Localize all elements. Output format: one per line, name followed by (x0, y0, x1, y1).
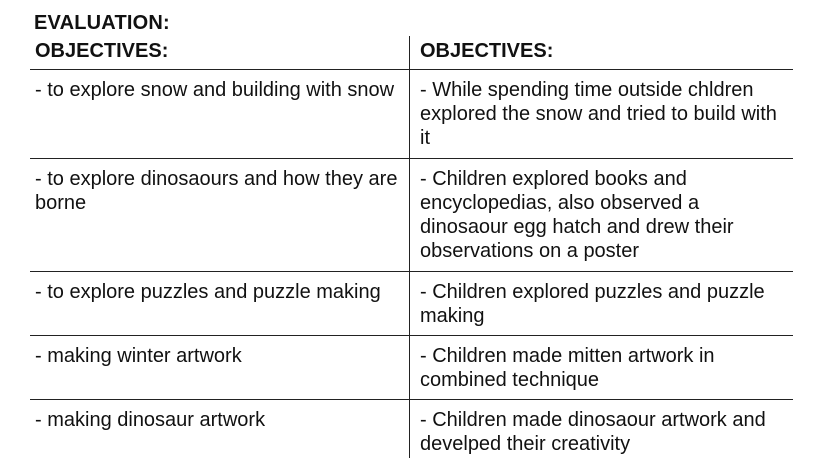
header-objectives-left: OBJECTIVES: (30, 36, 410, 69)
header-objectives-right: OBJECTIVES: (420, 40, 554, 62)
table-row (30, 272, 793, 336)
objective-cell: - making dinosaur artwork (30, 400, 410, 458)
table-header-row (30, 36, 793, 70)
table-row (30, 400, 793, 458)
table-row (30, 70, 793, 159)
evaluation-table (30, 36, 793, 458)
page-title: EVALUATION: (34, 12, 170, 34)
evaluation-cell: - Children made dinosaour artwork and develped their creativity (420, 409, 766, 455)
table-row (30, 336, 793, 400)
evaluation-cell: - Children made mitten artwork in combined technique (420, 345, 715, 391)
evaluation-cell: - While spending time outside chldren explored the snow and tried to build with it (420, 79, 777, 149)
evaluation-cell: - Children explored books and encyclopedias, also observed a dinosaour egg hatch and drew their observations on a poster (420, 168, 734, 262)
evaluation-cell: - Children explored puzzles and puzzle making (420, 281, 765, 327)
objective-cell: - to explore snow and building with snow (30, 70, 410, 158)
table-row (30, 159, 793, 272)
objective-cell: - to explore dinosaours and how they are borne (30, 159, 410, 271)
objective-cell: - to explore puzzles and puzzle making (30, 272, 410, 335)
objective-cell: - making winter artwork (30, 336, 410, 399)
